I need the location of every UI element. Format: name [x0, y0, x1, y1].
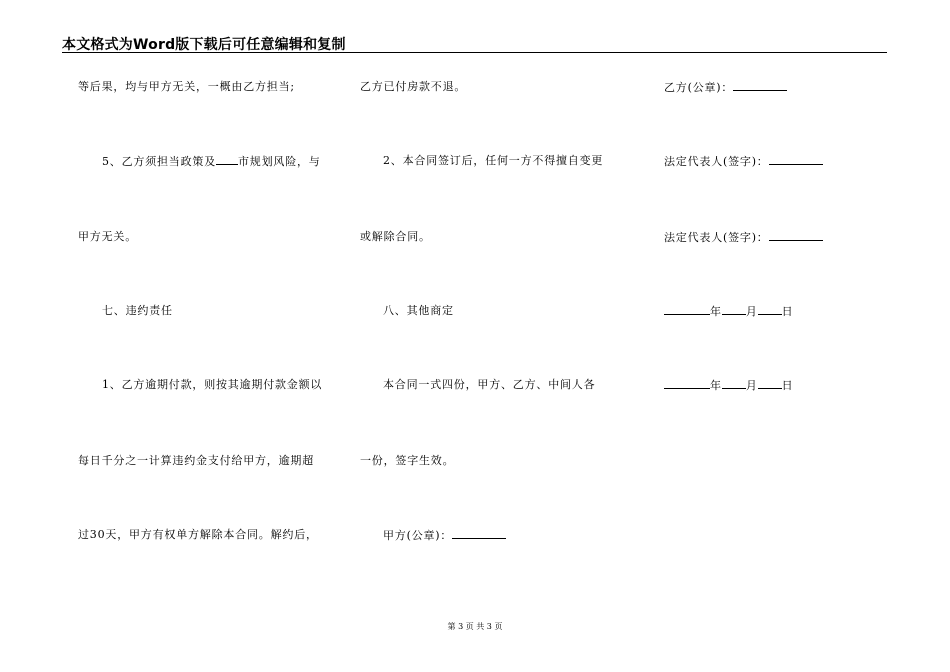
date-month-label-2: 月 — [745, 379, 758, 392]
region-blank — [216, 154, 238, 165]
middle-line-1: 乙方已付房款不退。 — [360, 80, 467, 93]
date-year-label-1: 年 — [710, 305, 722, 318]
left-line-2-text-b: 市规划风险，与 — [238, 155, 321, 168]
date-day-blank-1 — [758, 304, 782, 315]
left-line-7: 过30天，甲方有权单方解除本合同。解约后， — [78, 528, 318, 541]
page-number-footer: 第 3 页 共 3 页 — [447, 622, 503, 631]
left-line-2-text-a: 5、乙方须担当政策及 — [102, 155, 216, 168]
party-a-seal-line — [383, 528, 506, 543]
middle-line-2: 2、本合同签订后，任何一方不得擅自变更 — [383, 154, 604, 167]
legal-rep-blank-1 — [769, 154, 823, 165]
party-b-seal-line — [664, 80, 787, 95]
party-a-seal-blank — [452, 528, 506, 539]
legal-rep-line-2 — [664, 230, 823, 245]
left-line-2 — [102, 154, 321, 169]
middle-line-5: 本合同一式四份，甲方、乙方、中间人各 — [383, 378, 596, 391]
party-a-seal-label: 甲方(公章)： — [383, 529, 453, 542]
header-divider — [62, 52, 887, 53]
legal-rep-line-1 — [664, 154, 823, 169]
date-year-blank-1 — [664, 304, 710, 315]
legal-rep-label-1: 法定代表人(签字)： — [664, 155, 769, 168]
page-header-title: 本文格式为Word版下载后可任意编辑和复制 — [62, 37, 346, 53]
date-year-blank-2 — [664, 378, 710, 389]
date-month-blank-1 — [722, 304, 746, 315]
date-day-label-1: 日 — [781, 305, 794, 318]
middle-line-3: 或解除合同。 — [360, 230, 431, 243]
left-line-5: 1、乙方逾期付款，则按其逾期付款金额以 — [102, 378, 323, 391]
left-line-3: 甲方无关。 — [78, 230, 137, 243]
date-day-label-2: 日 — [781, 379, 794, 392]
date-month-blank-2 — [722, 378, 746, 389]
breach-heading: 七、违约责任 — [102, 304, 173, 317]
date-year-label-2: 年 — [710, 379, 722, 392]
date-line-2 — [664, 378, 793, 393]
legal-rep-label-2: 法定代表人(签字)： — [664, 231, 769, 244]
party-b-seal-label: 乙方(公章)： — [664, 81, 734, 94]
date-month-label-1: 月 — [745, 305, 758, 318]
party-b-seal-blank — [733, 80, 787, 91]
legal-rep-blank-2 — [769, 230, 823, 241]
left-line-1: 等后果，均与甲方无关，一概由乙方担当; — [78, 80, 295, 93]
other-terms-heading: 八、其他商定 — [383, 304, 454, 317]
left-line-6: 每日千分之一计算违约金支付给甲方，逾期超 — [78, 454, 314, 467]
middle-line-6: 一份，签字生效。 — [360, 454, 455, 467]
date-day-blank-2 — [758, 378, 782, 389]
date-line-1 — [664, 304, 793, 319]
